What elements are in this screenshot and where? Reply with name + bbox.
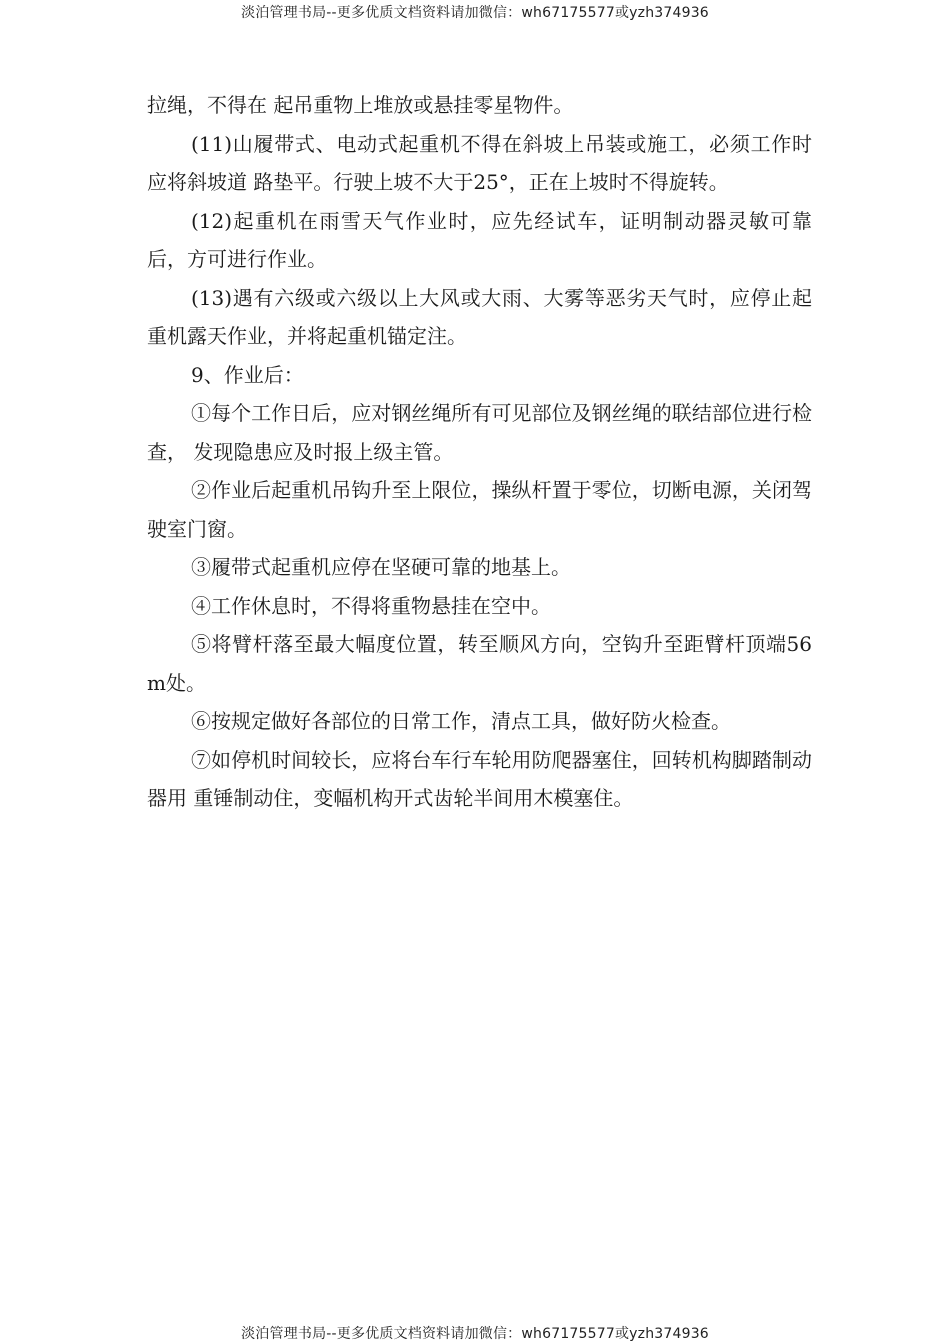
page-footer: 淡泊管理书局--更多优质文档资料请加微信：wh67175577或yzh374936 <box>241 1326 709 1342</box>
paragraph-item-12: (12)起重机在雨雪天气作业时，应先经试车，证明制动器灵敏可靠后，方可进行作业。 <box>147 208 812 271</box>
section-heading-after-work: 9、作业后： <box>191 362 304 387</box>
list-item-circled-7: ⑦如停机时间较长，应将台车行车轮用防爬器塞住，回转机构脚踏制动器用 重锤制动住，变幅机构开式齿轮半间用木模塞住。 <box>147 747 812 810</box>
paragraph-item-11: (11)山履带式、电动式起重机不得在斜坡上吊装或施工，必须工作时应将斜坡道 路垫平。行驶上坡不大于25°，正在上坡时不得旋转。 <box>147 131 812 194</box>
list-item-circled-3: ③履带式起重机应停在坚硬可靠的地基上。 <box>191 555 571 579</box>
list-item-circled-6: ⑥按规定做好各部位的日常工作，清点工具，做好防火检查。 <box>191 709 731 733</box>
list-item-circled-5: ⑤将臂杆落至最大幅度位置，转至顺风方向，空钩升至距臂杆顶端56m处。 <box>147 632 812 695</box>
list-item-circled-2: ②作业后起重机吊钩升至上限位，操纵杆置于零位，切断电源，关闭驾驶室门窗。 <box>147 478 812 541</box>
paragraph-continued: 拉绳，不得在 起吊重物上堆放或悬挂零星物件。 <box>147 93 574 117</box>
paragraph-item-13: (13)遇有六级或六级以上大风或大雨、大雾等恶劣天气时，应停止起重机露天作业，并将起重机锚定注。 <box>147 285 812 348</box>
page-header: 淡泊管理书局--更多优质文档资料请加微信：wh67175577或yzh374936 <box>241 5 709 21</box>
list-item-circled-1: ①每个工作日后，应对钢丝绳所有可见部位及钢丝绳的联结部位进行检查， 发现隐患应及时报上级主管。 <box>147 401 812 464</box>
document-body <box>147 86 812 818</box>
list-item-circled-4: ④工作休息时，不得将重物悬挂在空中。 <box>191 593 551 618</box>
